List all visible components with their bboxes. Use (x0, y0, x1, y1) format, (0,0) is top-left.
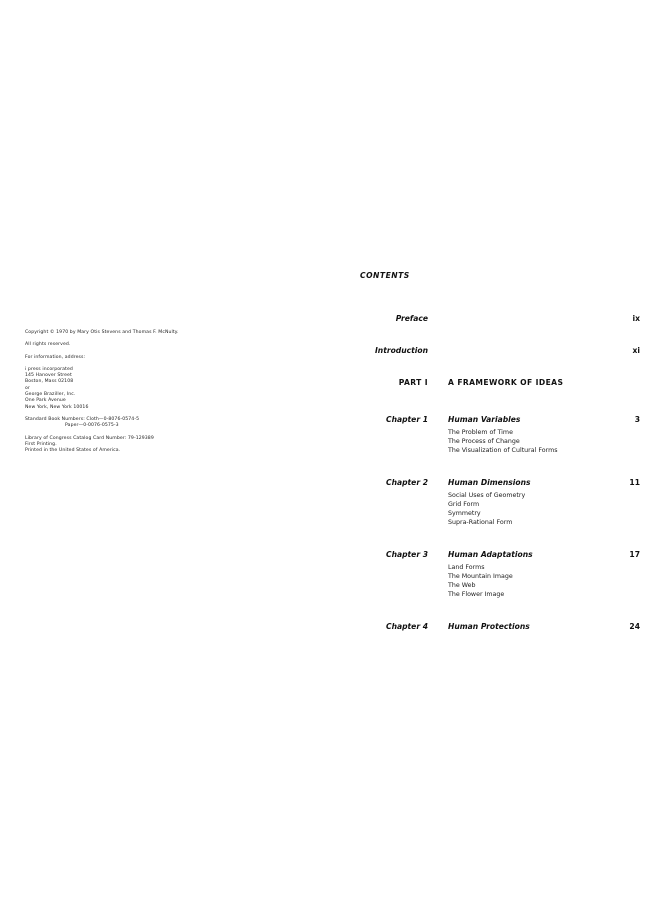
toc-section: Symmetry (448, 510, 481, 517)
toc-section: The Mountain Image (448, 573, 513, 580)
toc-chapter-title: Human Adaptations (448, 550, 533, 559)
toc-section-list (448, 428, 558, 455)
toc-section: The Problem of Time (448, 429, 513, 436)
address-line: New York, New York 10016 (25, 404, 89, 410)
toc-section: The Flower Image (448, 591, 505, 598)
toc-label: Chapter 2 (386, 478, 428, 487)
address-intro: For information, address: (25, 354, 86, 360)
toc-label: PART I (398, 378, 428, 387)
printed-in: Printed in the United States of America. (25, 448, 121, 454)
lccn: Library of Congress Catalog Card Number: 79-129389 (25, 435, 154, 441)
toc-section: Land Forms (448, 564, 485, 571)
toc-page-number: xi (632, 346, 640, 355)
toc-section: The Web (448, 582, 476, 589)
toc-label: Chapter 3 (386, 550, 428, 559)
toc-chapter-title: Human Dimensions (448, 478, 531, 487)
toc-label: Chapter 1 (386, 415, 428, 424)
toc-section: The Process of Change (448, 438, 520, 445)
address-line: George Braziller, Inc. (25, 392, 76, 398)
address-line: 145 Hanover Street (25, 373, 72, 379)
toc-label: Chapter 4 (386, 622, 428, 631)
toc-label: Preface (395, 314, 428, 323)
toc-section: Social Uses of Geometry (448, 492, 526, 499)
rights-reserved: All rights reserved. (25, 342, 71, 348)
toc-section-list (448, 563, 513, 599)
address-line: or (25, 385, 30, 391)
toc-part-title: A FRAMEWORK OF IDEAS (448, 378, 564, 387)
publisher-address (25, 367, 225, 411)
address-line: Boston, Mass 02108 (25, 379, 74, 385)
toc-chapter-title: Human Variables (448, 415, 521, 424)
toc-section: The Visualization of Cultural Forms (448, 447, 558, 454)
toc-section-list (448, 491, 525, 527)
address-line: i press incorporated (25, 366, 73, 372)
isbn-paper: Paper—0-0076-0575-3 (65, 423, 119, 429)
toc-page-number: ix (632, 314, 640, 323)
toc-label: Introduction (374, 346, 428, 355)
address-line: One Park Avenue (25, 398, 66, 404)
toc-chapter-title: Human Protections (448, 622, 530, 631)
first-printing: First Printing. (25, 441, 57, 447)
toc-page-number: 3 (634, 415, 640, 424)
toc-page-number: 11 (629, 478, 640, 487)
toc-section: Supra-Rational Form (448, 519, 513, 526)
copyright-notice: Copyright © 1970 by Mary Otis Stevens and Thomas F. McNulty. (25, 330, 179, 335)
toc-page-number: 24 (629, 622, 640, 631)
contents-title: CONTENTS (360, 271, 410, 280)
toc-page-number: 17 (629, 550, 640, 559)
isbn-cloth: Standard Book Numbers: Cloth—0-8076-0574-5 (25, 416, 140, 422)
toc-section: Grid Form (448, 501, 480, 508)
copyright-page (25, 330, 225, 454)
